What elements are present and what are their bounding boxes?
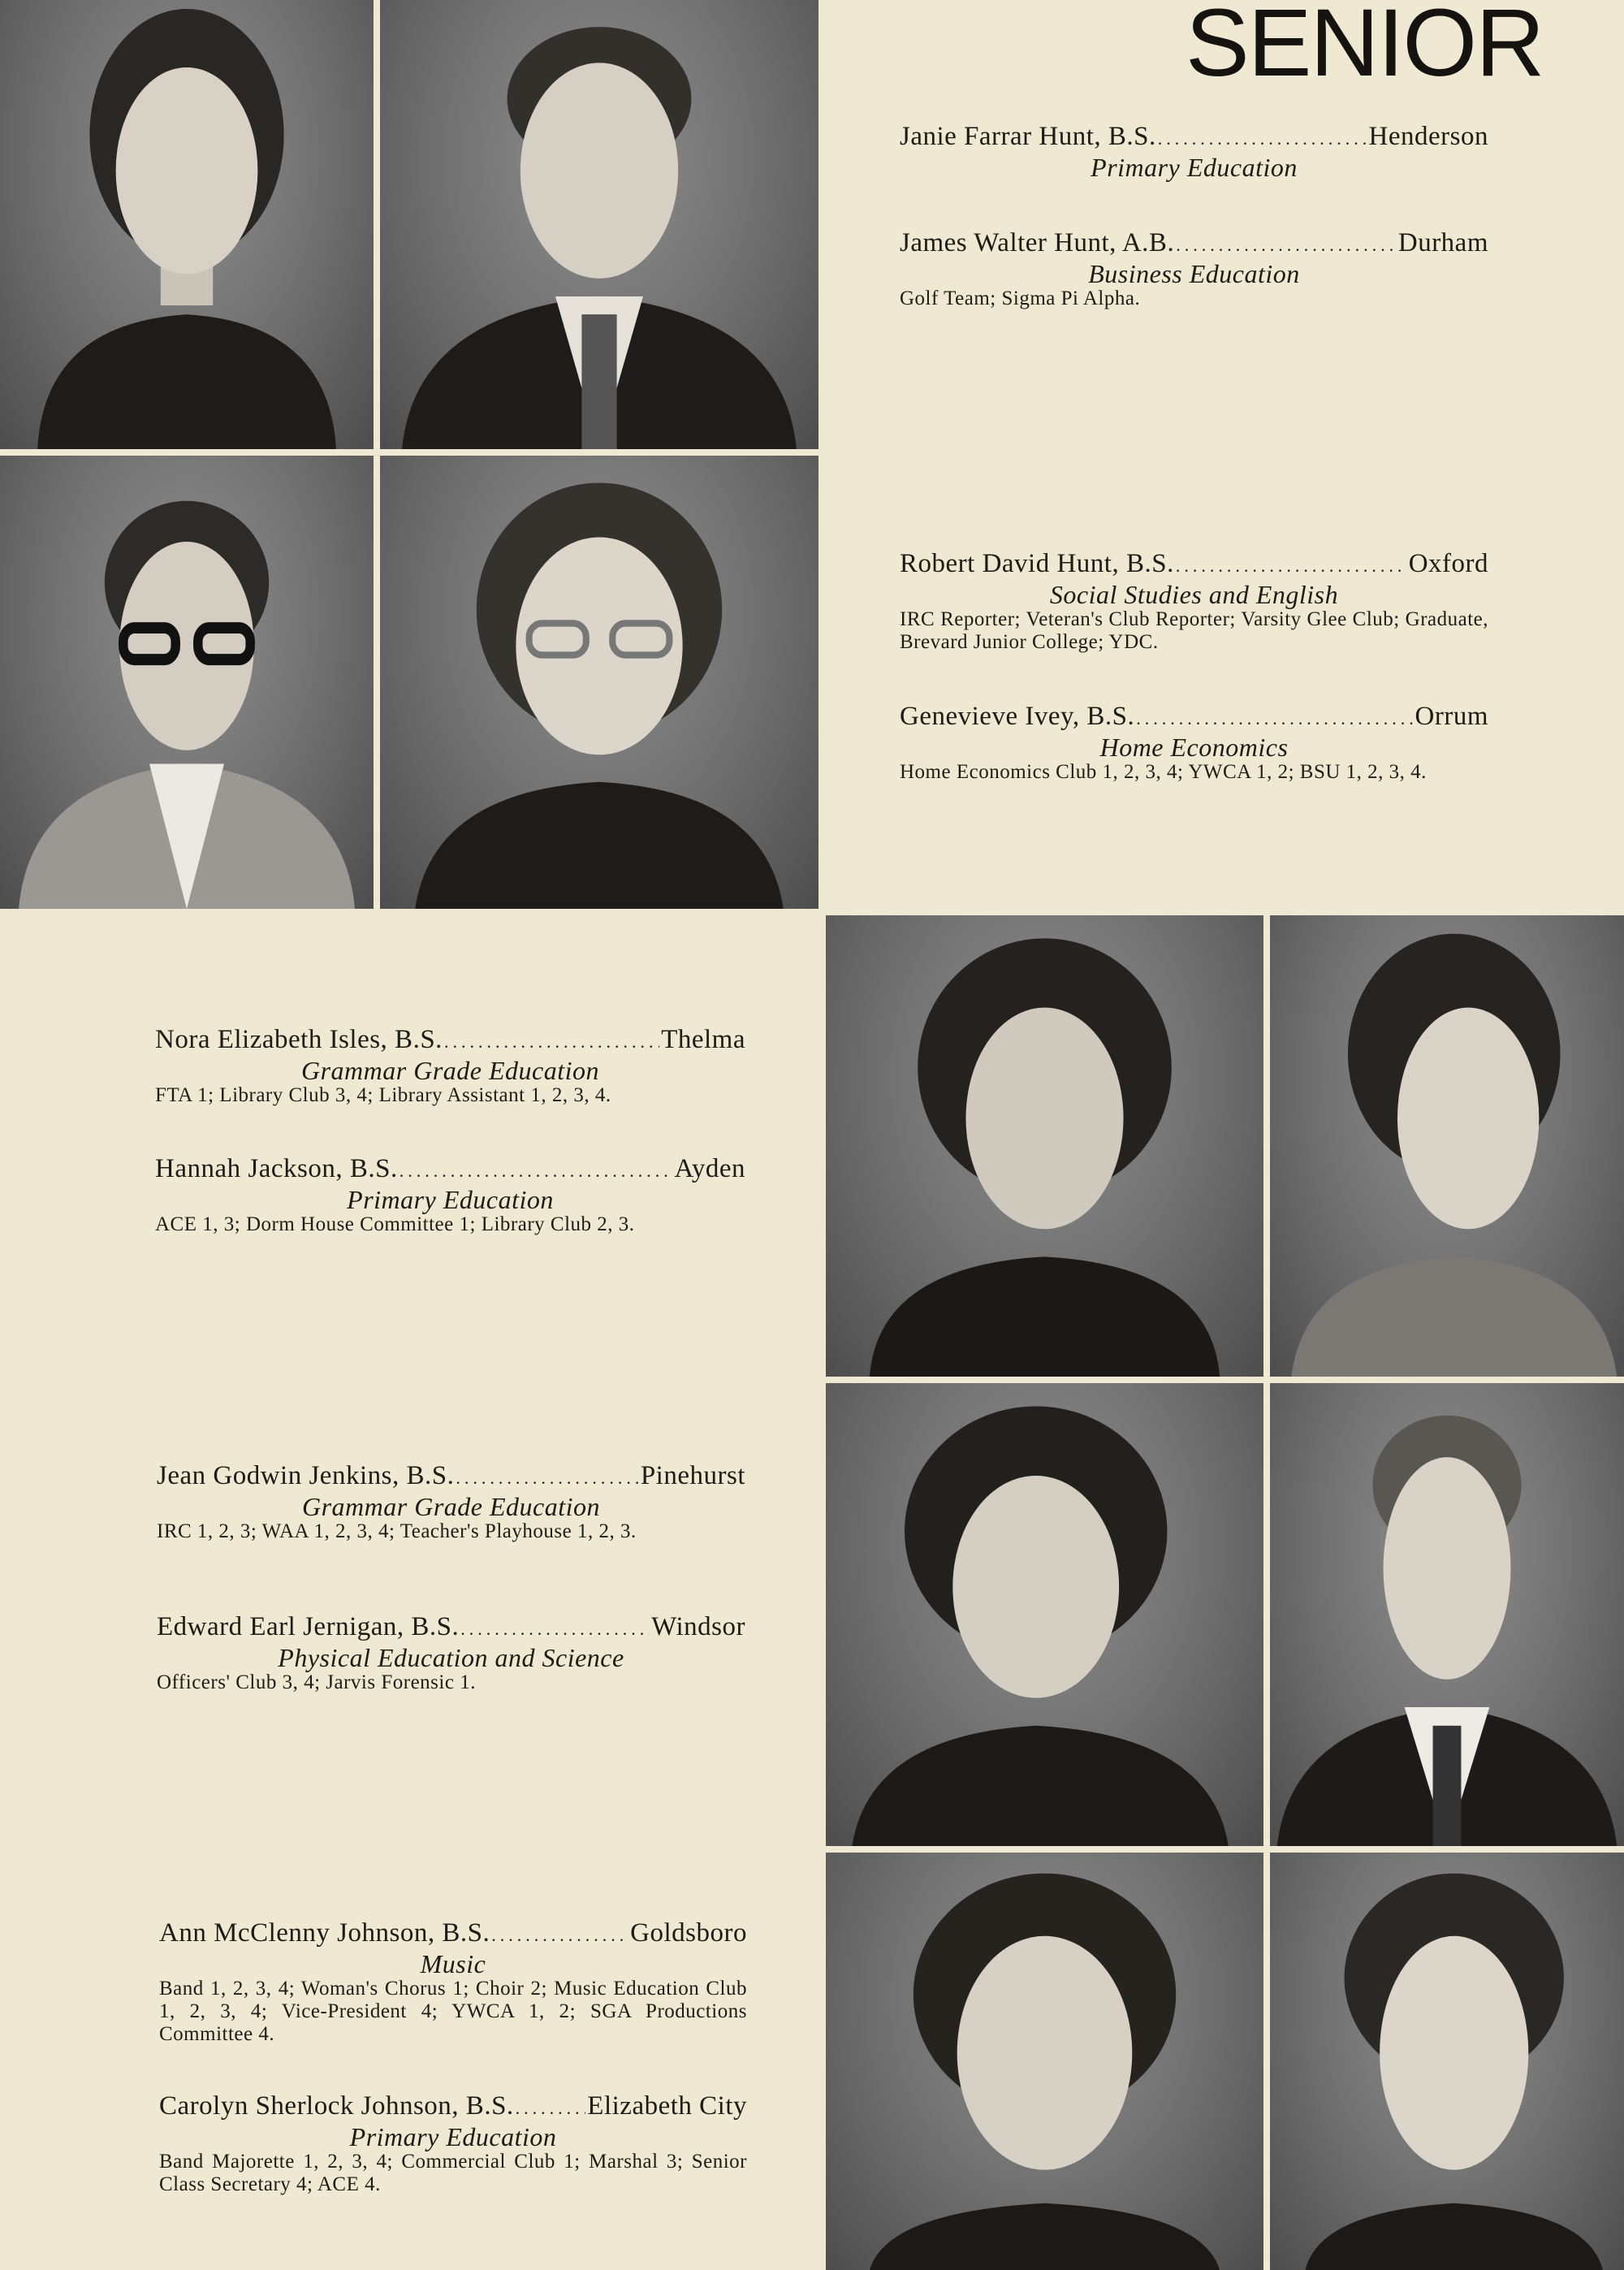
activities: Golf Team; Sigma Pi Alpha.	[900, 288, 1141, 309]
hometown: Orrum	[1415, 702, 1488, 731]
leader-dots	[1136, 704, 1413, 733]
student-name: James Walter Hunt, A.B.	[900, 228, 1175, 257]
major: Primary Education	[349, 2122, 557, 2151]
portrait-woman-photo	[1270, 1853, 1624, 2270]
hometown: Henderson	[1368, 122, 1488, 151]
portrait-woman-photo	[1270, 915, 1624, 1377]
page-heading: SENIOR	[1186, 0, 1544, 97]
hometown: Goldsboro	[630, 1918, 747, 1948]
hometown: Elizabeth City	[587, 2091, 747, 2121]
hometown: Ayden	[674, 1154, 745, 1183]
portrait-nora-isles	[826, 915, 1263, 1377]
leader-dots	[1176, 231, 1397, 260]
activities: IRC 1, 2, 3; WAA 1, 2, 3, 4; Teacher's Playhouse 1, 2, 3.	[157, 1520, 637, 1542]
student-name: Jean Godwin Jenkins, B.S.	[157, 1461, 455, 1490]
entry-janie-hunt	[900, 122, 1488, 181]
activities: Band 1, 2, 3, 4; Woman's Chorus 1; Choir 2; Music Education Club 1, 2, 3, 4; Vice-President 4; YWCA 1, 2; SGA Productions Committee 4.	[159, 1978, 747, 2045]
entry-edward-jernigan	[157, 1612, 745, 1694]
entry-nora-isles	[155, 1025, 745, 1107]
hometown: Durham	[1397, 228, 1488, 257]
major: Social Studies and English	[1049, 580, 1339, 609]
major: Grammar Grade Education	[300, 1056, 600, 1085]
student-name: Genevieve Ivey, B.S.	[900, 702, 1135, 731]
portrait-man-photo	[1270, 1383, 1624, 1846]
hometown: Thelma	[661, 1025, 745, 1054]
portrait-edward-jernigan	[1270, 1383, 1624, 1846]
entry-hannah-jackson	[155, 1154, 745, 1236]
leader-dots	[1158, 124, 1367, 153]
student-name: Robert David Hunt, B.S.	[900, 549, 1174, 578]
leader-dots	[1176, 551, 1407, 581]
portrait-james-hunt	[380, 0, 818, 449]
leader-dots	[491, 1921, 628, 1950]
portrait-woman-photo	[380, 456, 818, 909]
entry-jean-jenkins	[157, 1461, 745, 1543]
major: Grammar Grade Education	[301, 1492, 601, 1521]
portrait-woman-photo	[826, 915, 1263, 1377]
student-name: Hannah Jackson, B.S.	[155, 1154, 398, 1183]
entry-carolyn-johnson	[159, 2091, 747, 2196]
student-name: Ann McClenny Johnson, B.S.	[159, 1918, 490, 1948]
entry-genevieve-ivey	[900, 702, 1488, 784]
portrait-ann-johnson	[826, 1853, 1263, 2270]
entry-james-hunt	[900, 228, 1488, 310]
leader-dots	[516, 2094, 586, 2123]
portrait-carolyn-johnson	[1270, 1853, 1624, 2270]
student-name: Carolyn Sherlock Johnson, B.S.	[159, 2091, 514, 2121]
leader-dots	[456, 1464, 638, 1493]
hometown: Pinehurst	[640, 1461, 745, 1490]
leader-dots	[400, 1157, 673, 1186]
activities: Home Economics Club 1, 2, 3, 4; YWCA 1, 2; BSU 1, 2, 3, 4.	[900, 761, 1427, 783]
student-name: Janie Farrar Hunt, B.S.	[900, 122, 1156, 151]
leader-dots	[460, 1615, 650, 1644]
portrait-jean-jenkins	[826, 1383, 1263, 1846]
hometown: Oxford	[1408, 549, 1488, 578]
portrait-woman-photo	[0, 0, 374, 449]
leader-dots	[444, 1027, 659, 1057]
student-name: Nora Elizabeth Isles, B.S.	[155, 1025, 443, 1054]
entry-ann-johnson	[159, 1918, 747, 2046]
portrait-genevieve-ivey	[380, 456, 818, 909]
portrait-woman-photo	[826, 1383, 1263, 1846]
student-name: Edward Earl Jernigan, B.S.	[157, 1612, 460, 1641]
portrait-woman-photo	[826, 1853, 1263, 2270]
major: Music	[420, 1949, 486, 1978]
major: Home Economics	[1099, 733, 1289, 762]
major: Business Education	[1088, 259, 1300, 288]
activities: IRC Reporter; Veteran's Club Reporter; Varsity Glee Club; Graduate, Brevard Junior College; YDC.	[900, 608, 1488, 653]
portrait-hannah-jackson	[1270, 915, 1624, 1377]
portrait-robert-hunt	[0, 456, 374, 909]
entry-robert-hunt	[900, 549, 1488, 654]
activities: ACE 1, 3; Dorm House Committee 1; Library Club 2, 3.	[155, 1213, 635, 1235]
activities: FTA 1; Library Club 3, 4; Library Assistant 1, 2, 3, 4.	[155, 1084, 611, 1106]
major: Physical Education and Science	[278, 1643, 624, 1672]
portrait-man-photo	[0, 456, 374, 909]
portrait-janie-hunt	[0, 0, 374, 449]
activities: Band Majorette 1, 2, 3, 4; Commercial Club 1; Marshal 3; Senior Class Secretary 4; ACE 4.	[159, 2151, 747, 2195]
hometown: Windsor	[651, 1612, 745, 1641]
major: Primary Education	[347, 1185, 554, 1214]
portrait-man-photo	[380, 0, 818, 449]
activities: Officers' Club 3, 4; Jarvis Forensic 1.	[157, 1671, 476, 1693]
major: Primary Education	[1091, 153, 1298, 182]
